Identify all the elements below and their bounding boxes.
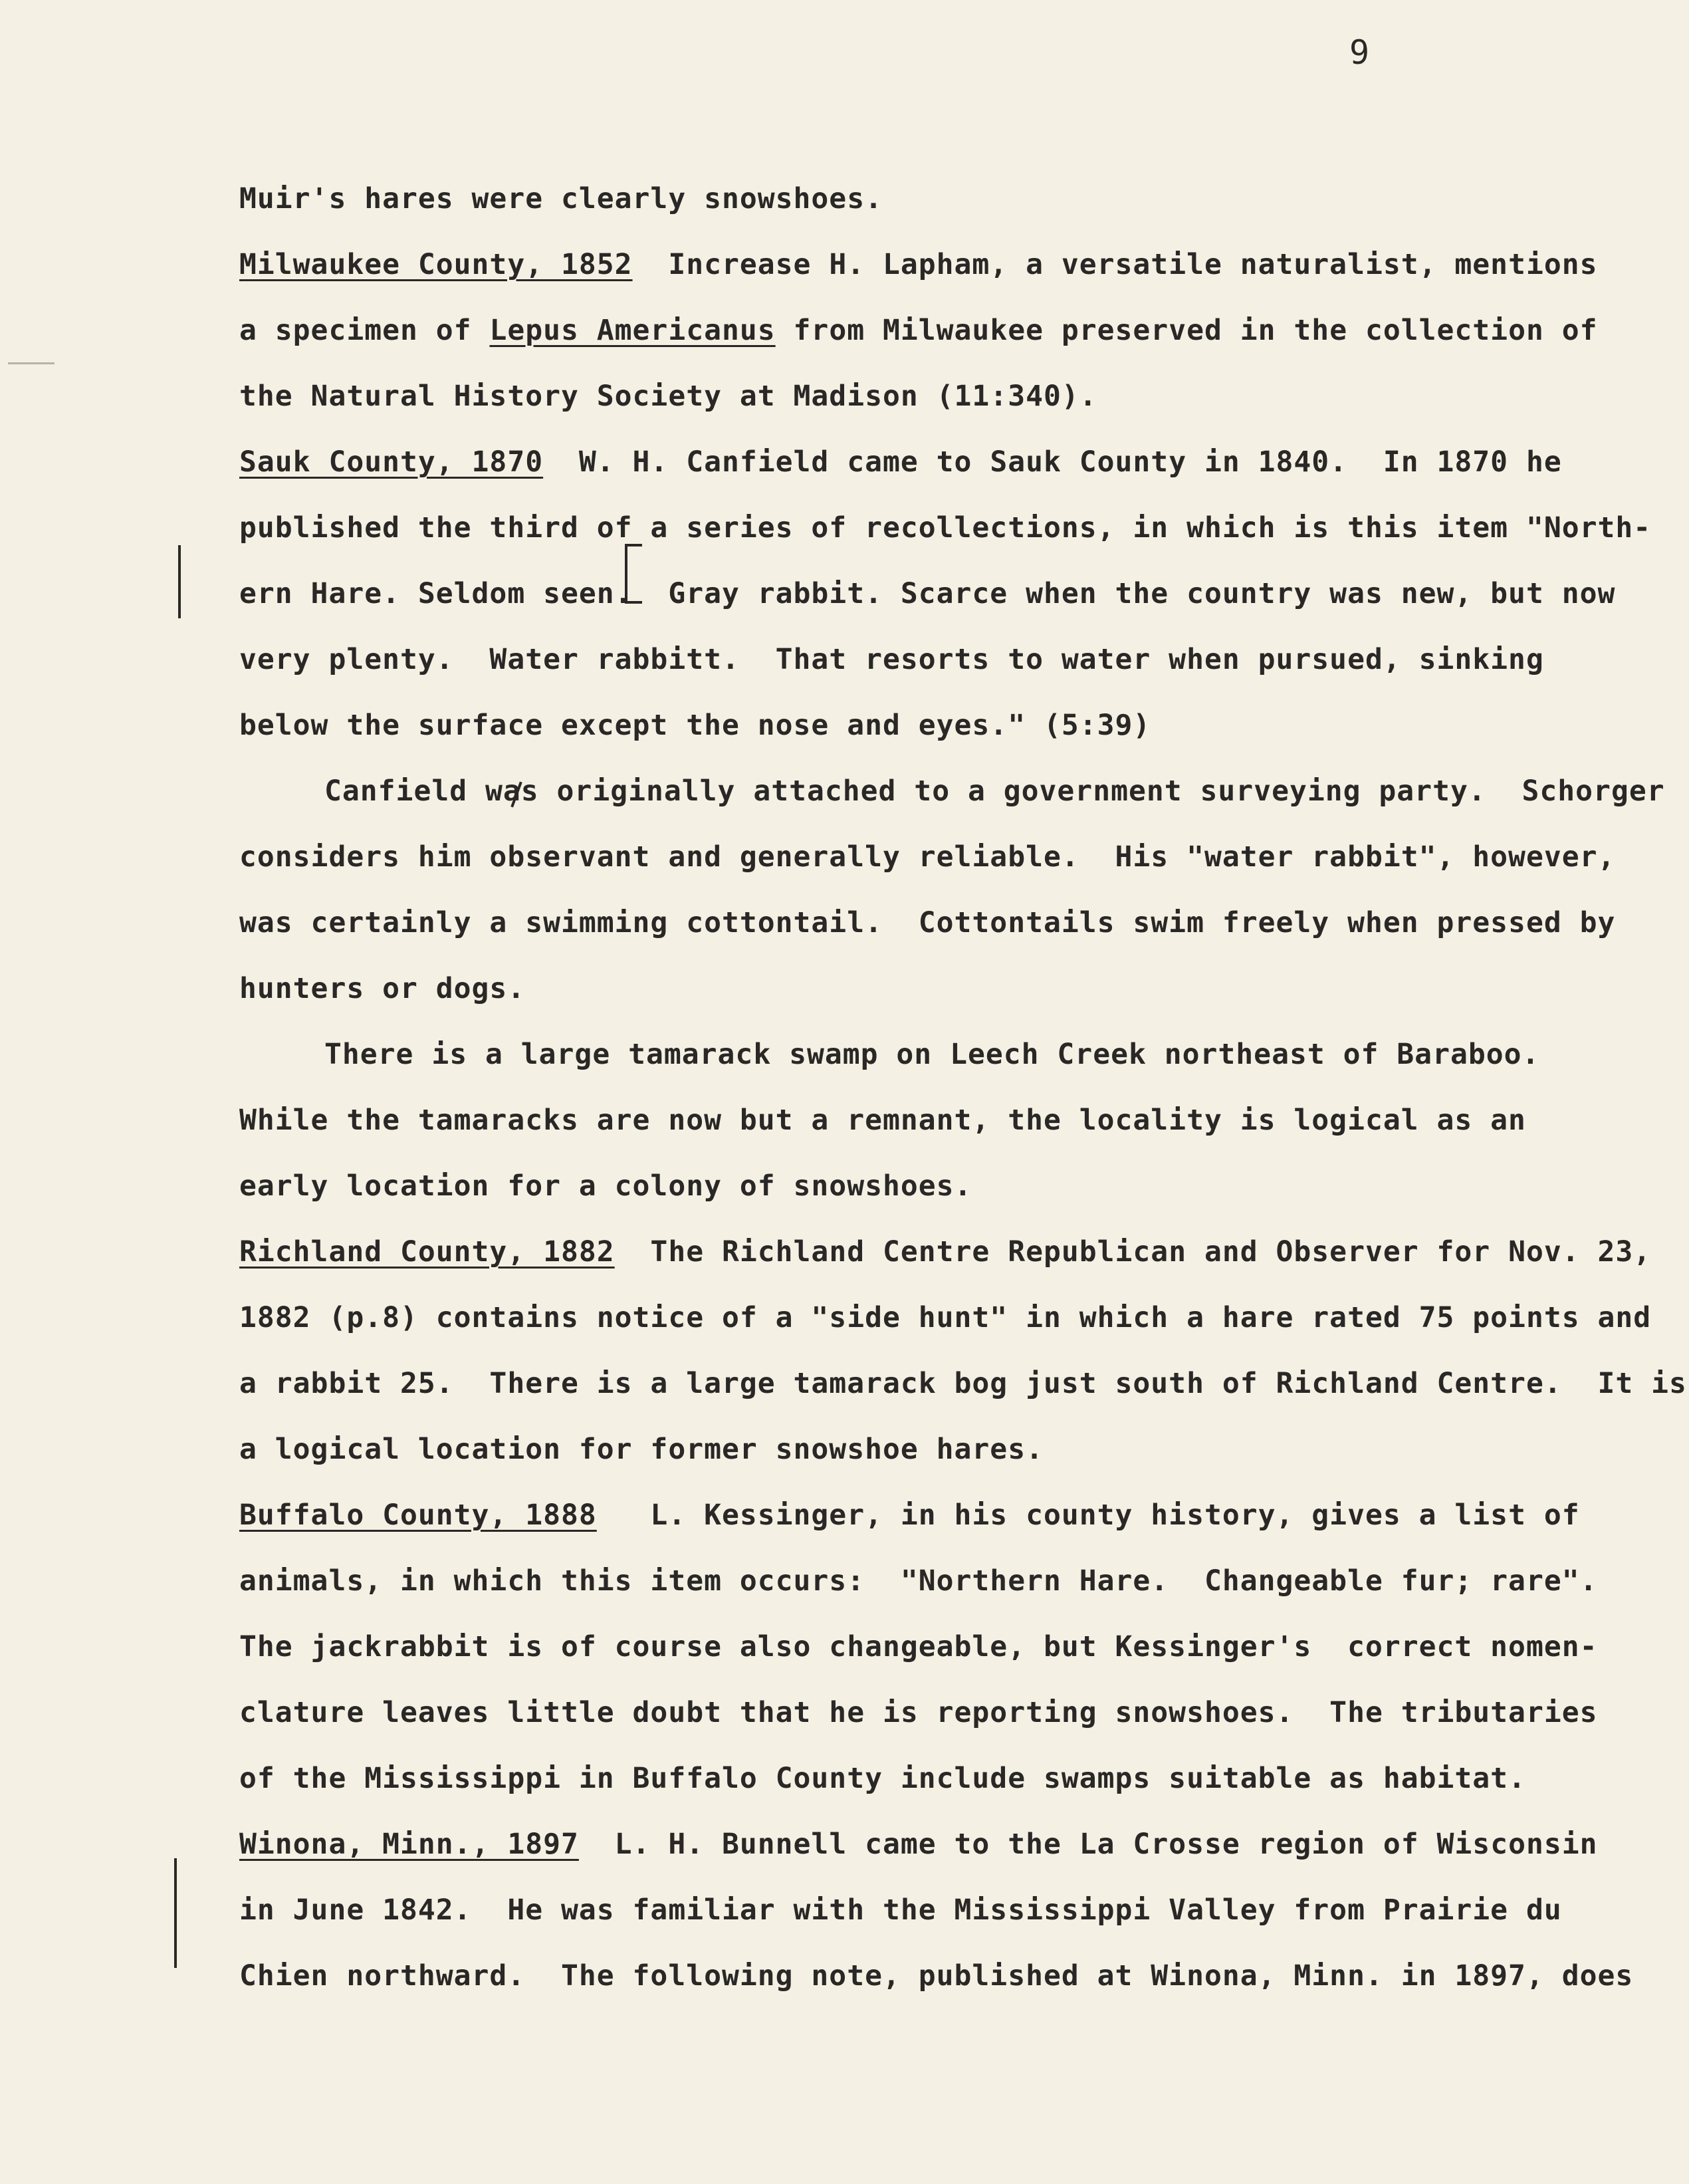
line-text: below the surface except the nose and eyes." (5:39) bbox=[239, 709, 1151, 742]
line-text: from Milwaukee preserved in the collection of bbox=[775, 314, 1598, 347]
line-text: There is a large tamarack swamp on Leech Creek northeast of Baraboo. bbox=[324, 1038, 1540, 1071]
text-line bbox=[239, 1417, 1609, 1483]
text-line bbox=[239, 298, 1609, 364]
text-line bbox=[239, 364, 1609, 429]
text-line bbox=[239, 693, 1609, 759]
line-text: hunters or dogs. bbox=[239, 972, 526, 1005]
line-text: published the third of a series of recollections, in which is this item "North- bbox=[239, 511, 1652, 545]
line-text: Chien northward. The following note, published at Winona, Minn. in 1897, does bbox=[239, 1959, 1634, 1993]
line-text: L. Kessinger, in his county history, gives a list of bbox=[596, 1499, 1580, 1532]
text-line bbox=[239, 1878, 1609, 1943]
underlined-heading: Richland County, 1882 bbox=[239, 1235, 615, 1269]
margin-dash-mark bbox=[8, 362, 55, 364]
text-line bbox=[239, 232, 1609, 298]
text-line bbox=[239, 956, 1609, 1022]
line-text: of the Mississippi in Buffalo County include swamps suitable as habitat. bbox=[239, 1762, 1526, 1795]
line-text: Increase H. Lapham, a versatile naturalist, mentions bbox=[632, 248, 1598, 281]
text-line bbox=[239, 561, 1616, 627]
line-text: in June 1842. He was familiar with the Mississippi Valley from Prairie du bbox=[239, 1893, 1562, 1927]
text-line bbox=[239, 1614, 1609, 1680]
text-line bbox=[239, 1943, 1634, 2009]
underlined-heading: Milwaukee County, 1852 bbox=[239, 248, 633, 281]
text-line bbox=[239, 1351, 1687, 1417]
line-text: a logical location for former snowshoe hares. bbox=[239, 1433, 1044, 1466]
underlined-heading: Lepus Americanus bbox=[489, 314, 776, 347]
text-line bbox=[239, 166, 1609, 232]
text-line bbox=[239, 1746, 1609, 1812]
text-line bbox=[239, 759, 1665, 824]
line-text: the Natural History Society at Madison (11:340). bbox=[239, 380, 1097, 413]
body-text bbox=[239, 166, 1687, 2009]
text-line bbox=[239, 1483, 1609, 1548]
underlined-heading: Buffalo County, 1888 bbox=[239, 1499, 597, 1532]
line-text: While the tamaracks are now but a remnant, the locality is logical as an bbox=[239, 1104, 1526, 1137]
text-line bbox=[239, 1285, 1652, 1351]
line-text: a rabbit 25. There is a large tamarack bog just south of Richland Centre. It is bbox=[239, 1367, 1687, 1400]
text-line bbox=[239, 1219, 1652, 1285]
line-text: Canfield was originally attached to a government surveying party. Schorger bbox=[324, 775, 1665, 808]
line-prefix: a specimen of bbox=[239, 314, 490, 347]
underlined-heading: Sauk County, 1870 bbox=[239, 445, 544, 479]
line-text: The Richland Centre Republican and Observer for Nov. 23, bbox=[614, 1235, 1652, 1269]
line-text: animals, in which this item occurs: "Northern Hare. Changeable fur; rare". bbox=[239, 1564, 1598, 1598]
line-text: The jackrabbit is of course also changeable, but Kessinger's correct nomen- bbox=[239, 1630, 1598, 1663]
line-text: very plenty. Water rabbitt. That resorts to water when pursued, sinking bbox=[239, 643, 1544, 676]
line-text: considers him observant and generally reliable. His "water rabbit", however, bbox=[239, 840, 1616, 874]
text-line bbox=[239, 824, 1616, 890]
text-line bbox=[239, 890, 1616, 956]
margin-bar-winona bbox=[174, 1858, 177, 1968]
text-line bbox=[239, 1153, 1609, 1219]
line-text: early location for a colony of snowshoes. bbox=[239, 1169, 972, 1203]
text-line bbox=[239, 429, 1609, 495]
text-line bbox=[239, 1812, 1609, 1878]
text-line bbox=[239, 1680, 1609, 1746]
page-number: 9 bbox=[1349, 33, 1371, 72]
line-text: 1882 (p.8) contains notice of a "side hunt" in which a hare rated 75 points and bbox=[239, 1301, 1652, 1334]
line-text: W. H. Canfield came to Sauk County in 1840. In 1870 he bbox=[543, 445, 1562, 479]
text-line bbox=[239, 627, 1609, 693]
line-text: L. H. Bunnell came to the La Crosse region of Wisconsin bbox=[578, 1828, 1598, 1861]
text-line bbox=[239, 495, 1652, 561]
underlined-heading: Winona, Minn., 1897 bbox=[239, 1828, 579, 1861]
text-line bbox=[239, 1088, 1609, 1153]
line-text: ern Hare. Seldom seen. Gray rabbit. Scarce when the country was new, but now bbox=[239, 577, 1616, 610]
line-text: clature leaves little doubt that he is reporting snowshoes. The tributaries bbox=[239, 1696, 1598, 1729]
text-line bbox=[239, 1548, 1609, 1614]
text-line bbox=[239, 1022, 1609, 1088]
line-text: was certainly a swimming cottontail. Cottontails swim freely when pressed by bbox=[239, 906, 1616, 939]
margin-bar-sauk bbox=[178, 545, 181, 618]
line-text: Muir's hares were clearly snowshoes. bbox=[239, 182, 883, 215]
